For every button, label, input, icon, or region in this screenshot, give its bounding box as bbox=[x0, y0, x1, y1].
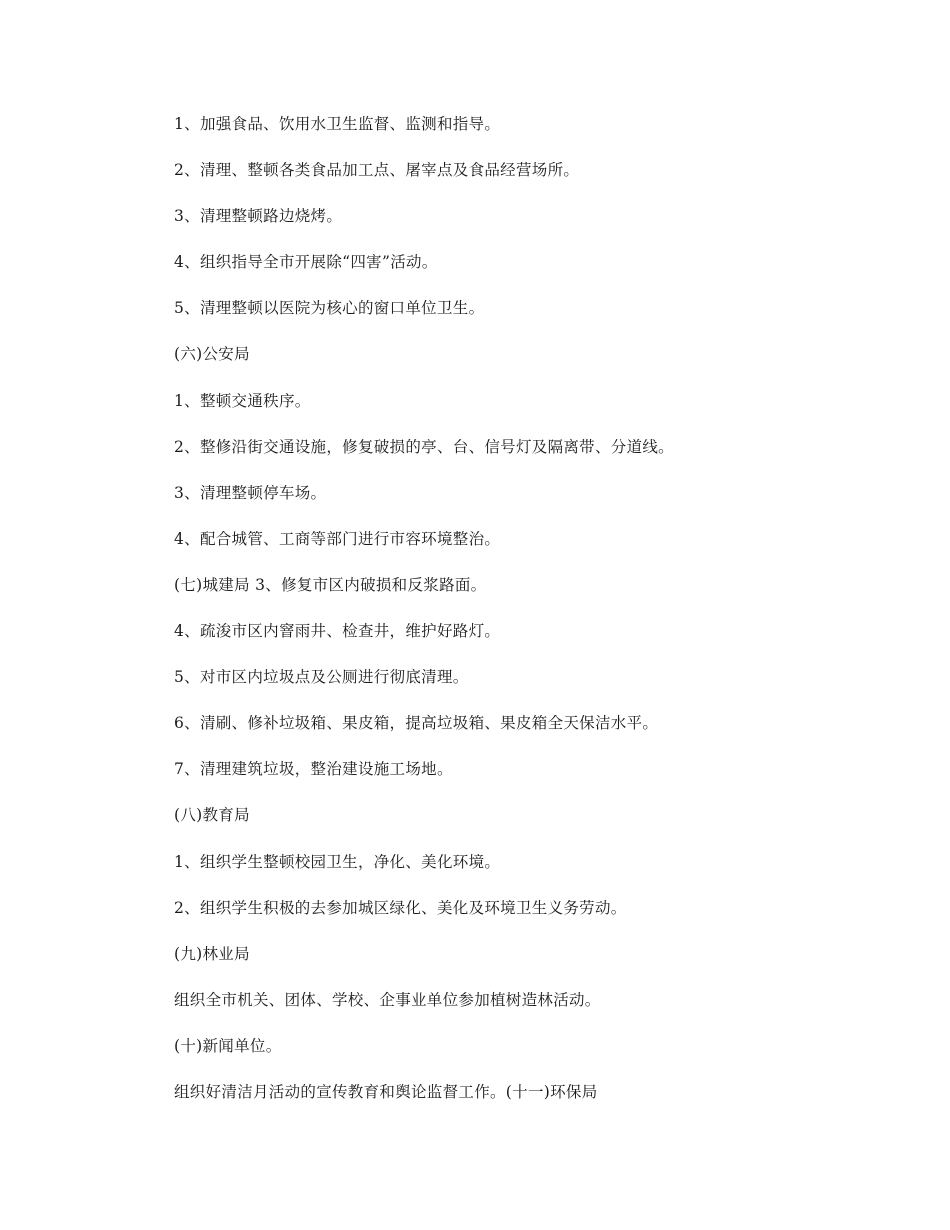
paragraph-line: 1、加强食品、饮用水卫生监督、监测和指导。 bbox=[174, 115, 501, 133]
paragraph-line: 3、清理整顿路边烧烤。 bbox=[174, 207, 343, 226]
paragraph-line: 2、清理、整顿各类食品加工点、屠宰点及食品经营场所。 bbox=[174, 161, 580, 180]
paragraph-line: 1、组织学生整顿校园卫生，净化、美化环境。 bbox=[174, 852, 501, 871]
section-heading: (六)公安局 bbox=[174, 345, 250, 364]
paragraph-line: 7、清理建筑垃圾，整治建设施工场地。 bbox=[174, 760, 453, 779]
paragraph-line: 4、组织指导全市开展除“四害”活动。 bbox=[174, 253, 438, 272]
paragraph-line: 5、对市区内垃圾点及公厕进行彻底清理。 bbox=[174, 668, 469, 687]
paragraph-line: 组织好清洁月活动的宣传教育和舆论监督工作。(十一)环保局 bbox=[174, 1082, 598, 1101]
paragraph-line: 2、整修沿街交通设施，修复破损的亭、台、信号灯及隔离带、分道线。 bbox=[174, 437, 674, 456]
section-heading: (八)教育局 bbox=[174, 806, 250, 825]
section-heading: (七)城建局 3、修复市区内破损和反浆路面。 bbox=[174, 575, 487, 594]
paragraph-line: 4、配合城管、工商等部门进行市容环境整治。 bbox=[174, 529, 501, 548]
section-heading: (十)新闻单位。 bbox=[174, 1036, 282, 1055]
paragraph-line: 6、清刷、修补垃圾箱、果皮箱，提高垃圾箱、果皮箱全天保洁水平。 bbox=[174, 714, 659, 733]
paragraph-line: 4、疏浚市区内窨雨井、检查井，维护好路灯。 bbox=[174, 622, 501, 641]
paragraph-line: 3、清理整顿停车场。 bbox=[174, 483, 327, 502]
paragraph-line: 5、清理整顿以医院为核心的窗口单位卫生。 bbox=[174, 299, 485, 318]
paragraph-line: 1、整顿交通秩序。 bbox=[174, 391, 311, 410]
document-body bbox=[174, 110, 894, 1124]
paragraph-line: 组织全市机关、团体、学校、企事业单位参加植树造林活动。 bbox=[174, 990, 601, 1009]
paragraph-line: 2、组织学生积极的去参加城区绿化、美化及环境卫生义务劳动。 bbox=[174, 898, 627, 917]
section-heading: (九)林业局 bbox=[174, 944, 250, 963]
